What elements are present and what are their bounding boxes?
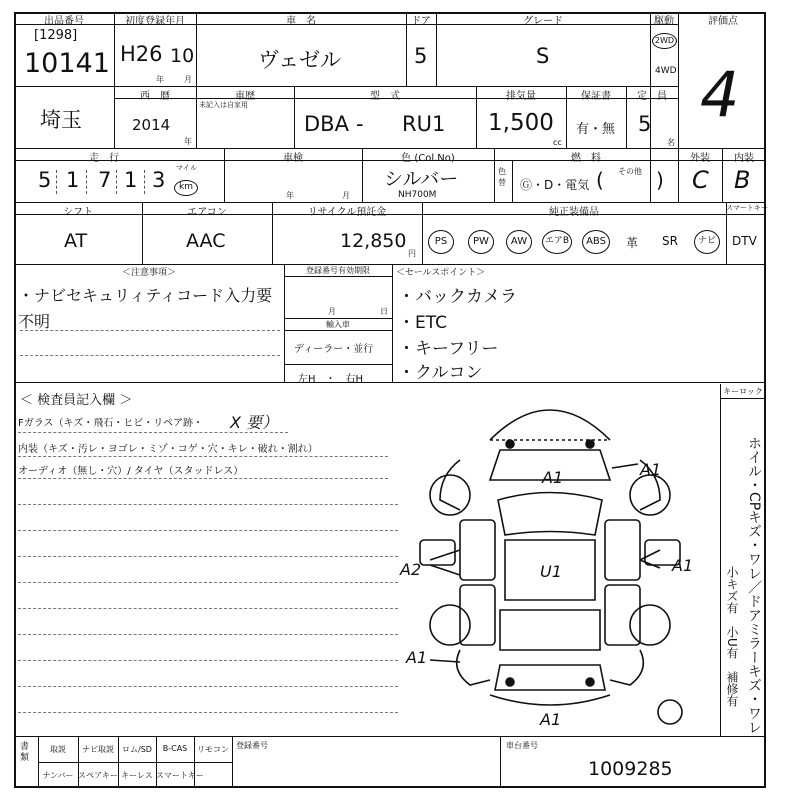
inspector-glass-mark: X 要） <box>230 413 279 432</box>
history-note: 未記入は自家用 <box>199 101 248 109</box>
fuel-options: Ⓖ・D・電気 <box>520 178 590 192</box>
digit-sep <box>86 170 87 194</box>
aircon-label: エアコン <box>187 207 227 218</box>
footer-cell: ナンバー <box>42 771 74 780</box>
sales-points-label: ＜セールスポイント＞ <box>396 268 486 278</box>
color-label: 色 (Col.No) <box>401 153 455 164</box>
reg-line <box>284 364 392 365</box>
rear-bumper <box>490 695 610 705</box>
inspector-title: ＜ 検査員記入欄 ＞ <box>20 393 133 408</box>
divider <box>232 736 233 788</box>
rear-window <box>500 610 600 650</box>
transmission: AT <box>64 230 88 252</box>
lot-label: 出品番号 <box>44 16 84 27</box>
exterior-label: 外装 <box>690 153 710 164</box>
car-name: ヴェゼル <box>258 48 342 72</box>
rule <box>18 478 388 479</box>
capacity: 5 <box>638 112 652 136</box>
recycle-fee: 12,850 <box>340 230 407 252</box>
rear-right-quarter <box>610 650 643 685</box>
damage-mark-a1-bottom: A1 <box>540 710 562 729</box>
fuel-label: 燃 料 <box>571 153 601 164</box>
western-year-label: 西 暦 <box>140 91 170 102</box>
grade-label: グレード <box>523 16 563 27</box>
sales-point: ・クルコン <box>398 363 483 383</box>
rear-left-door <box>460 585 495 645</box>
capacity-label: 定 員 <box>637 91 667 102</box>
reg-line <box>284 330 392 331</box>
equipment-airbag: エアB <box>542 230 572 254</box>
mileage-label: 走 行 <box>89 153 119 164</box>
recycle-label: リサイクル預託金 <box>307 207 387 218</box>
displacement-label: 排気量 <box>506 91 536 102</box>
steering-side: 左H ・ 右H <box>298 374 364 385</box>
car-name-label: 車 名 <box>286 16 316 27</box>
pointer-line <box>640 560 660 568</box>
rear-light <box>586 678 594 686</box>
registration-expiry-label: 登録番号有効期限 <box>306 266 370 275</box>
divider <box>650 12 651 202</box>
cc-unit: cc <box>553 138 562 147</box>
inspector-glass: Fガラス（キズ・飛石・ヒビ・リペア跡・ <box>18 418 204 429</box>
aircon: AAC <box>186 230 226 252</box>
footer-cell: スマートキー <box>156 771 204 780</box>
color-code: NH700M <box>398 190 437 200</box>
divider <box>392 264 393 382</box>
pointer-line <box>430 660 460 662</box>
footer-cell: リモコン <box>197 745 229 754</box>
rear-left-quarter <box>457 650 490 685</box>
fuel-paren-close: ) <box>656 168 664 192</box>
warranty-label: 保証書 <box>581 91 611 102</box>
rule <box>18 634 398 635</box>
prefecture: 埼玉 <box>40 108 82 132</box>
note-line: ・ナビセキュリィティコード入力要 <box>18 286 273 305</box>
side-divider <box>720 384 721 736</box>
era-year: H26 <box>120 42 163 66</box>
digit-sep <box>144 170 145 194</box>
equipment-ps: PS <box>428 230 454 254</box>
yen-unit: 円 <box>408 249 416 258</box>
drive-2wd: 2WD <box>652 33 677 49</box>
footer-cell: キーレス <box>121 771 153 780</box>
spare-circle <box>658 700 682 724</box>
fuel-paren-open: ( <box>596 168 604 192</box>
rule <box>18 582 398 583</box>
year-label: 初度登録年月 <box>125 16 185 27</box>
damage-mark-a1-left-bottom: A1 <box>406 648 428 667</box>
front-bumper <box>490 410 610 440</box>
displacement: 1,500 <box>488 110 554 136</box>
rule <box>18 530 398 531</box>
damage-mark-a1-right: A1 <box>672 556 694 575</box>
rule <box>18 456 388 457</box>
footer-cell: ナビ取説 <box>82 745 114 754</box>
front-right-door <box>605 520 640 580</box>
inspector-interior: 内装（キズ・汚レ・ヨゴレ・ミゾ・コゲ・穴・キレ・破れ・割れ） <box>18 444 318 455</box>
score-value: 4 <box>700 58 740 131</box>
sales-point: ・キーフリー <box>398 339 499 359</box>
side-note-vertical: 小キズ有 小U有 補修有 <box>725 566 739 707</box>
history-label: 車歴 <box>235 91 255 102</box>
inspection-year-unit: 年 <box>286 191 294 200</box>
model-dash: - <box>356 112 364 136</box>
footer-mid-line <box>38 762 232 763</box>
rear-light <box>506 678 514 686</box>
keylock-line <box>720 398 766 399</box>
month-unit: 月 <box>184 75 192 84</box>
rear-right-wheel <box>630 605 670 645</box>
damage-mark-a1-top: A1 <box>542 468 564 487</box>
equipment-navi: ナビ <box>694 230 720 254</box>
footer-cell: B-CAS <box>162 744 188 753</box>
notes-label: ＜注意事項＞ <box>121 268 176 278</box>
front-left-door <box>460 520 495 580</box>
mileage-digit: 7 <box>98 168 112 192</box>
equipment-dtv: DTV <box>732 234 757 248</box>
rear-right-door <box>605 585 640 645</box>
footer-cell: 取説 <box>50 745 66 754</box>
mileage-digit: 1 <box>66 168 80 192</box>
front-left-wheel <box>430 475 470 515</box>
rule <box>18 504 398 505</box>
keylock-label: キーロック <box>723 387 763 396</box>
doors-label: ドア <box>411 16 431 27</box>
mileage-digits <box>22 166 172 196</box>
capacity-unit: 名 <box>667 138 675 147</box>
equipment-leather: 革 <box>626 236 639 250</box>
mileage-unit-km: km <box>174 180 198 196</box>
score-label: 評価点 <box>708 16 738 27</box>
western-year: 2014 <box>132 116 171 134</box>
lot-number: 10141 <box>24 48 110 79</box>
shift-label: シフト <box>63 207 93 218</box>
reg-number-label: 登録番号 <box>236 741 268 750</box>
left-mirror <box>420 540 455 565</box>
pointer-line <box>612 464 638 468</box>
drive-4wd: 4WD <box>655 66 677 76</box>
equipment-pw: PW <box>468 230 494 254</box>
color-change-label: 色替 <box>498 167 506 187</box>
front-light <box>586 440 594 448</box>
warranty-value: 有・無 <box>576 122 616 137</box>
sales-point: ・ETC <box>398 313 447 333</box>
mileage-digit: 5 <box>38 168 52 192</box>
divider <box>500 736 501 788</box>
keyless-label: スマートキー <box>726 204 768 212</box>
digit-sep <box>116 170 117 194</box>
side-note-vertical: ホイル・CPキズ・ワレ／ドアミラーキズ・ワレ <box>746 436 762 735</box>
lot-id: [1298] <box>34 28 78 43</box>
rear-left-wheel <box>430 605 470 645</box>
reg-day: 日 <box>380 307 388 316</box>
front-right-wheel <box>630 475 670 515</box>
digit-sep <box>56 170 57 194</box>
mileage-unit-mile: マイル <box>176 164 197 172</box>
model-code: RU1 <box>402 112 446 136</box>
equipment-abs: ABS <box>582 230 610 254</box>
sales-point: ・バックカメラ <box>398 287 517 307</box>
rule <box>18 432 288 433</box>
rule <box>18 660 398 661</box>
notes-bottom-line <box>14 382 766 383</box>
divider <box>678 12 679 148</box>
reg-header-line <box>284 276 392 277</box>
import-label: 輸入車 <box>326 320 350 329</box>
note-rule <box>20 355 280 356</box>
inspection-label: 車検 <box>283 153 303 164</box>
year-unit: 年 <box>156 75 164 84</box>
fuel-other: その他 <box>618 167 642 176</box>
damage-mark-u1-center: U1 <box>540 562 562 581</box>
divider <box>512 160 513 202</box>
reg-month: 月 <box>328 307 336 316</box>
damage-mark-a2-left: A2 <box>400 560 422 579</box>
rule <box>18 556 398 557</box>
chassis-number: 1009285 <box>588 758 673 780</box>
drive-label: 駆動 <box>654 16 674 27</box>
inspection-month-unit: 月 <box>342 191 350 200</box>
equipment-label: 純正装備品 <box>549 207 599 218</box>
note-line: 不明 <box>18 312 51 331</box>
chassis-label: 車台番号 <box>506 741 538 750</box>
month: 10 <box>170 45 195 67</box>
equipment-sunroof: SR <box>662 234 678 248</box>
interior-grade: B <box>734 166 751 194</box>
inspector-audio: オーディオ（無し・穴）/ タイヤ（スタッドレス） <box>18 466 244 477</box>
model-prefix: DBA <box>304 112 349 136</box>
docs-label: 書類 <box>20 742 30 763</box>
windshield <box>498 493 602 536</box>
footer-cell: ロム/SD <box>122 745 152 754</box>
pointer-line <box>640 550 660 560</box>
equipment-aw: AW <box>506 230 532 254</box>
color-name: シルバー <box>384 168 459 190</box>
dealer-parallel: ディーラー・並行 <box>294 344 374 355</box>
exterior-grade: C <box>692 166 709 194</box>
front-left-fender <box>440 460 460 510</box>
rule <box>18 608 398 609</box>
mileage-digit: 3 <box>152 168 166 192</box>
rule <box>18 686 398 687</box>
doors: 5 <box>414 44 428 68</box>
note-rule <box>20 330 280 331</box>
equipment-list <box>422 216 766 264</box>
year-unit: 年 <box>184 137 192 146</box>
footer-top-line <box>14 736 766 737</box>
pointer-line <box>430 565 460 575</box>
rule <box>18 712 398 713</box>
mileage-digit: 1 <box>124 168 138 192</box>
grade: S <box>536 44 550 68</box>
damage-mark-a1-right-top: A1 <box>640 460 662 479</box>
footer-cell: スペアキー <box>78 771 118 780</box>
interior-label: 内装 <box>734 153 754 164</box>
front-light <box>506 440 514 448</box>
model-label: 型 式 <box>370 91 400 102</box>
